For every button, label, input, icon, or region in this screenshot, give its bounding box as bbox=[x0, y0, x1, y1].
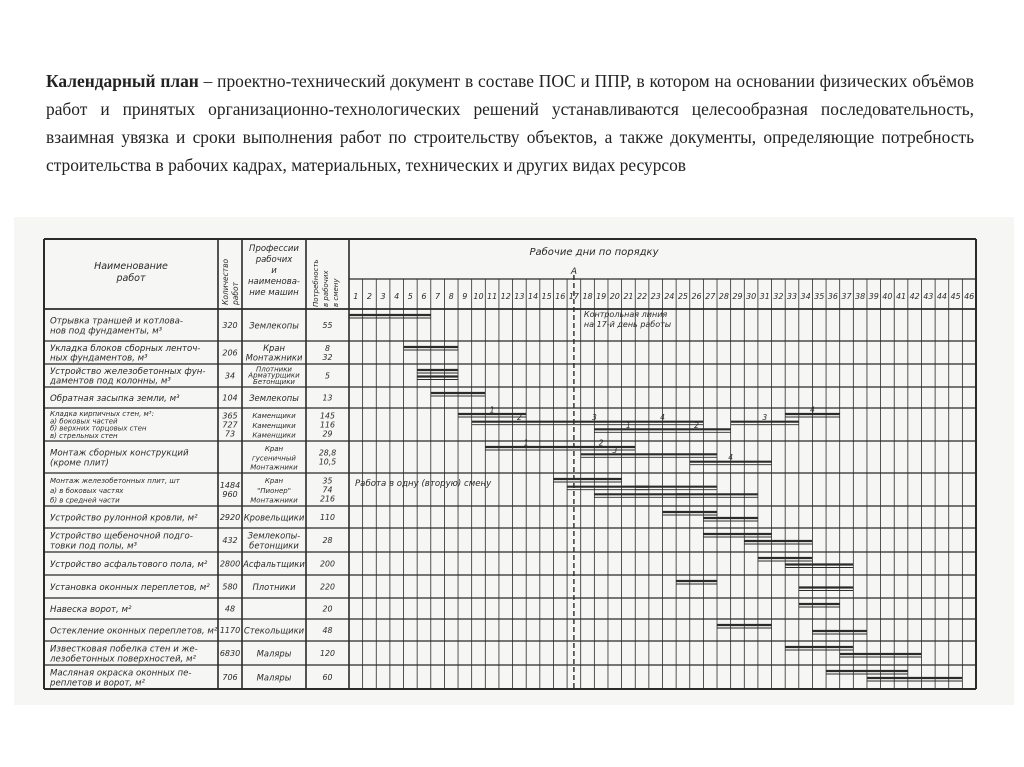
header-workers: в рабочих bbox=[322, 270, 330, 307]
row-quantity: 580 bbox=[222, 582, 238, 592]
day-number: 30 bbox=[746, 292, 757, 301]
row-name: Масляная окраска оконных пе- bbox=[50, 668, 192, 679]
row-name: реплетов и ворот, м² bbox=[50, 678, 145, 689]
day-number: 12 bbox=[500, 292, 511, 301]
header-name: Наименование bbox=[94, 261, 168, 272]
day-number: 13 bbox=[514, 292, 525, 301]
row-profession: Каменщики bbox=[252, 412, 296, 421]
row-profession: Каменщики bbox=[252, 421, 296, 430]
bar-label: 3 bbox=[762, 413, 768, 423]
row-name: Отрывка траншей и котлова- bbox=[50, 316, 184, 327]
row-quantity: 2800 bbox=[219, 559, 241, 569]
row-profession: Кран bbox=[264, 444, 284, 453]
row-workers: 13 bbox=[322, 393, 333, 403]
header-workers: Потребность bbox=[312, 259, 320, 307]
row-quantity: 320 bbox=[222, 321, 238, 331]
day-number: 43 bbox=[923, 292, 934, 301]
row-name: Монтаж сборных конструкций bbox=[50, 448, 189, 459]
day-number: 28 bbox=[718, 292, 729, 301]
row-profession: "Пионер" bbox=[257, 486, 291, 495]
row-workers: 120 bbox=[320, 649, 335, 659]
day-number: 39 bbox=[868, 292, 879, 301]
row-workers: 216 bbox=[320, 494, 335, 504]
row-quantity: 1170 bbox=[219, 626, 241, 636]
day-number: 23 bbox=[650, 292, 661, 301]
row-profession: Кран bbox=[264, 477, 284, 486]
header-quantity: работ bbox=[231, 282, 240, 305]
day-number: 22 bbox=[636, 292, 648, 301]
header-professions: наименова- bbox=[248, 277, 300, 287]
day-number: 24 bbox=[664, 292, 675, 301]
day-number: 29 bbox=[732, 292, 743, 301]
row-workers: 48 bbox=[322, 626, 333, 636]
bar-label: 1 bbox=[626, 420, 631, 430]
row-profession: Монтажники bbox=[245, 352, 303, 363]
row-workers: 5 bbox=[325, 371, 330, 381]
control-marker-label: A bbox=[570, 267, 577, 277]
row-name: (кроме плит) bbox=[50, 458, 109, 469]
row-profession: Землекопы- bbox=[247, 530, 301, 541]
day-number: 37 bbox=[841, 292, 852, 301]
row-workers: 55 bbox=[322, 321, 333, 331]
row-workers: 10,5 bbox=[318, 457, 337, 467]
day-number: 38 bbox=[855, 292, 866, 301]
bar-label: 3 bbox=[612, 445, 618, 455]
day-number: 25 bbox=[677, 292, 689, 301]
row-workers: 220 bbox=[320, 582, 335, 592]
day-number: 3 bbox=[380, 292, 386, 301]
row-workers: 110 bbox=[320, 513, 335, 523]
header-professions: рабочих bbox=[255, 255, 293, 265]
day-number: 34 bbox=[800, 292, 811, 301]
header-professions: и bbox=[271, 266, 277, 276]
row-quantity: 206 bbox=[222, 348, 238, 358]
day-number: 14 bbox=[527, 292, 539, 301]
row-quantity: 1484 bbox=[219, 481, 241, 491]
bar-label: 2 bbox=[598, 438, 604, 448]
row-name: Установка оконных переплетов, м² bbox=[50, 583, 210, 593]
bar-label: 2 bbox=[516, 413, 522, 423]
day-number: 26 bbox=[691, 292, 702, 301]
day-number: 40 bbox=[882, 292, 893, 301]
row-workers: 116 bbox=[320, 420, 335, 430]
day-number: 16 bbox=[555, 292, 566, 301]
day-number: 27 bbox=[705, 292, 716, 301]
header-days-title: Рабочие дни по порядку bbox=[529, 247, 659, 258]
day-number: 4 bbox=[394, 292, 400, 301]
row-profession: гусеничный bbox=[252, 454, 296, 463]
day-number: 46 bbox=[964, 292, 975, 301]
row-quantity: 706 bbox=[222, 673, 238, 683]
header-professions: ние машин bbox=[249, 288, 299, 298]
row-workers: 28,8 bbox=[318, 448, 337, 458]
row-workers: 29 bbox=[322, 429, 333, 439]
day-number: 45 bbox=[950, 292, 961, 301]
header-quantity: Количество bbox=[221, 258, 230, 305]
day-number: 31 bbox=[759, 292, 770, 301]
row-profession: Стекольщики bbox=[243, 625, 305, 636]
bar-label: 4 bbox=[660, 413, 665, 423]
row-quantity: 432 bbox=[222, 536, 238, 546]
day-number: 33 bbox=[786, 292, 798, 301]
row-profession: бетонщики bbox=[249, 540, 299, 551]
row-profession: Монтажники bbox=[250, 463, 298, 472]
bar-label: 4 bbox=[810, 405, 815, 415]
row-workers: 32 bbox=[322, 353, 333, 363]
row-name: Устройство рулонной кровли, м² bbox=[50, 513, 198, 524]
row-workers: 35 bbox=[322, 476, 333, 486]
row-name: Кладка кирпичных стен, м³: bbox=[50, 410, 154, 419]
definition-text: – проектно-технический документ в составе ПОС и ППР, в котором на основании физических объёмов работ и принятых организационно-технологических решений устанавливаются целесообразная последовательность, взаимная увязка и сроки выполнения работ по строительству объектов, а также документы, определяющие потребность строительства в рабочих кадрах, материальных, технических и других видах ресурсов bbox=[46, 71, 974, 175]
row-workers: 74 bbox=[322, 485, 333, 495]
day-number: 41 bbox=[895, 292, 907, 301]
day-number: 42 bbox=[909, 292, 920, 301]
day-number: 15 bbox=[541, 292, 552, 301]
row-quantity: 73 bbox=[224, 429, 236, 439]
day-number: 5 bbox=[407, 292, 413, 301]
row-quantity: 727 bbox=[222, 420, 238, 430]
day-number: 44 bbox=[936, 292, 948, 301]
schedule-figure bbox=[14, 217, 1014, 705]
row-profession: Асфальтщики bbox=[243, 559, 305, 569]
control-line-note: на 17-й день работы bbox=[583, 320, 672, 329]
row-profession: Кровельщики bbox=[243, 512, 305, 523]
row-name: лезобетонных поверхностей, м² bbox=[50, 654, 196, 665]
day-number: 19 bbox=[596, 292, 607, 301]
day-number: 11 bbox=[487, 292, 498, 301]
row-name: Устройство щебеночной подго- bbox=[50, 531, 193, 542]
row-quantity: 104 bbox=[222, 393, 238, 403]
row-quantity: 48 bbox=[224, 604, 236, 614]
row-workers: 8 bbox=[325, 344, 330, 354]
day-number: 1 bbox=[353, 292, 359, 301]
day-number: 32 bbox=[773, 292, 784, 301]
row-profession: Арматурщики bbox=[248, 371, 300, 380]
row-profession: Бетонщики bbox=[253, 378, 295, 387]
row-name: а) боковых частей bbox=[50, 417, 118, 426]
definition-term: Календарный план bbox=[46, 71, 199, 91]
row-name: даментов под колонны, м³ bbox=[50, 376, 171, 387]
header-workers: в смену bbox=[332, 278, 340, 307]
bar-label: 1 bbox=[523, 438, 529, 448]
row-name: Навеска ворот, м² bbox=[50, 605, 132, 615]
row-profession: Кран bbox=[263, 343, 285, 354]
day-number: 7 bbox=[435, 292, 441, 301]
calendar-plan-table bbox=[14, 217, 1014, 705]
row-profession: Каменщики bbox=[252, 431, 296, 440]
definition-paragraph bbox=[46, 67, 974, 179]
header-professions: Профессии bbox=[249, 244, 299, 254]
row-name: Устройство железобетонных фун- bbox=[50, 367, 206, 378]
row-quantity: 960 bbox=[222, 490, 238, 500]
row-name: Обратная засыпка земли, м³ bbox=[50, 394, 180, 404]
row-name: б) в средней части bbox=[50, 496, 120, 505]
row-quantity: 6830 bbox=[219, 649, 241, 659]
day-number: 8 bbox=[448, 292, 454, 301]
row-profession: Плотники bbox=[255, 365, 293, 374]
row-name: Известковая побелка стен и же- bbox=[50, 644, 198, 655]
row-name: ных фундаментов, м³ bbox=[50, 353, 148, 364]
row-name: Устройство асфальтового пола, м² bbox=[50, 560, 208, 570]
row-quantity: 365 bbox=[222, 411, 238, 421]
row-workers: 28 bbox=[322, 536, 333, 546]
day-number: 35 bbox=[814, 292, 825, 301]
day-number: 20 bbox=[609, 292, 620, 301]
shift-note: Работа в одну (вторую) смену bbox=[355, 479, 492, 489]
control-line-note: Контрольная линия bbox=[583, 310, 668, 319]
row-workers: 200 bbox=[320, 559, 335, 569]
row-name: Остекление оконных переплетов, м² bbox=[50, 626, 218, 637]
header-name: работ bbox=[116, 273, 146, 284]
day-number: 9 bbox=[462, 292, 468, 301]
row-profession: Плотники bbox=[252, 582, 296, 592]
row-profession: Маляры bbox=[256, 648, 292, 659]
row-name: в) стрельных стен bbox=[50, 431, 118, 440]
bar-label: 1 bbox=[489, 405, 495, 415]
day-number: 10 bbox=[473, 292, 484, 301]
day-number: 36 bbox=[827, 292, 838, 301]
row-workers: 145 bbox=[320, 411, 335, 421]
bar-label: 2 bbox=[694, 420, 699, 430]
day-number: 17 bbox=[568, 292, 579, 301]
day-number: 18 bbox=[582, 292, 593, 301]
day-number: 21 bbox=[623, 292, 634, 301]
row-name: б) верхних торцовых стен bbox=[50, 424, 147, 433]
row-profession: Землекопы bbox=[249, 320, 299, 331]
row-quantity: 2920 bbox=[219, 513, 241, 523]
row-name: товки под полы, м³ bbox=[50, 541, 137, 552]
row-name: нов под фундаменты, м³ bbox=[50, 326, 163, 337]
row-name: а) в боковых частях bbox=[50, 486, 124, 495]
row-workers: 60 bbox=[322, 673, 333, 683]
row-name: Монтаж железобетонных плит, шт bbox=[50, 477, 180, 486]
row-name: Укладка блоков сборных ленточ- bbox=[50, 344, 201, 355]
day-number: 2 bbox=[366, 292, 372, 301]
row-quantity: 34 bbox=[224, 371, 236, 381]
row-profession: Землекопы bbox=[249, 393, 299, 403]
day-number: 6 bbox=[421, 292, 427, 301]
bar-label: 3 bbox=[591, 413, 597, 423]
row-profession: Монтажники bbox=[250, 496, 298, 505]
row-profession: Маляры bbox=[256, 672, 292, 683]
bar-label: 4 bbox=[728, 453, 734, 463]
row-workers: 20 bbox=[322, 604, 333, 614]
